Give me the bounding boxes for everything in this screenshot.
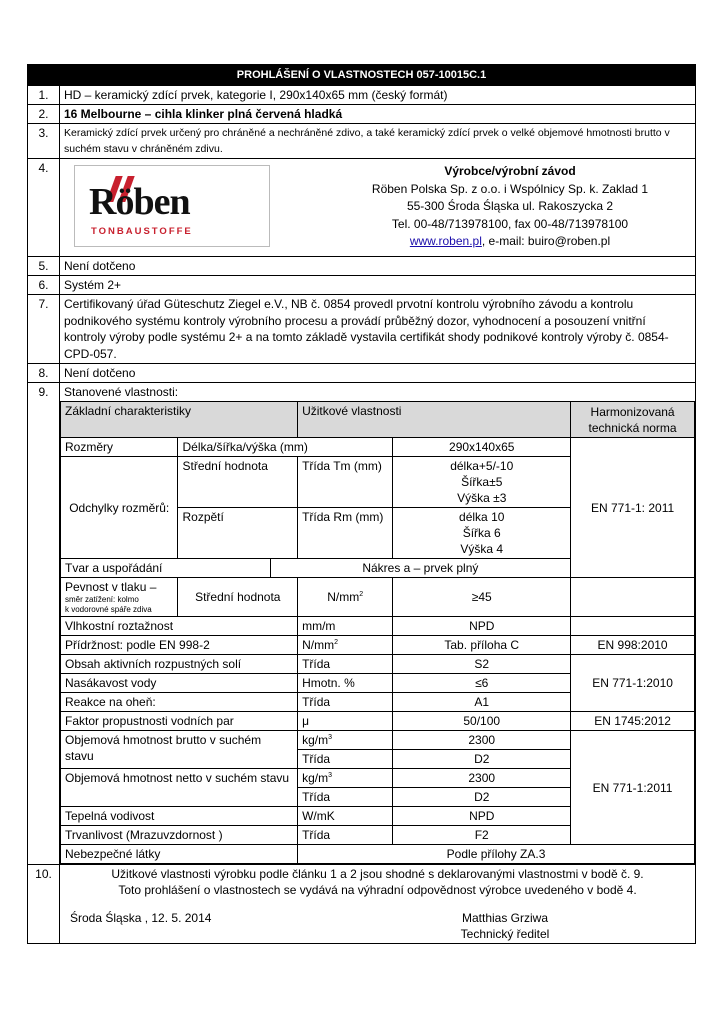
prop-unit: Třída — [298, 826, 393, 845]
place-date: Środa Śląska , 12. 5. 2014 — [70, 911, 212, 925]
prop-label: Obsah aktivních rozpustných solí — [61, 655, 298, 674]
prop-class: Třída Tm (mm) — [298, 457, 393, 508]
prop-value: D2 — [393, 750, 571, 769]
header-characteristics: Základní charakteristiky — [61, 402, 298, 438]
prop-class: Třída Rm (mm) — [298, 508, 393, 559]
prop-unit: W/mK — [298, 807, 393, 826]
value-line: délka+5/-10 — [450, 459, 514, 473]
prop-unit: μ — [298, 712, 393, 731]
prop-label — [61, 578, 178, 617]
prop-label: Odchylky rozměrů: — [61, 457, 178, 559]
prop-value: 290x140x65 — [393, 438, 571, 457]
comp-label: Pevnost v tlaku – — [65, 580, 157, 594]
notified-body: Certifikovaný úřad Güteschutz Ziegel e.V., NB č. 0854 provedl prvotní kontrolu výrobního závodu a kontrolu podnikového systému kontroly výrobního procesu a provádí průběžný dozor, vyhodnocení a posouzení vnitřní kontroly výroby podle systému 2+ a na tomto základě vystavila certifikát shody podnikové kontroly výroby č. 0854-CPD-057. — [60, 295, 696, 364]
authorised-rep: Není dotčeno — [60, 257, 696, 276]
prop-unit: Třída — [298, 655, 393, 674]
row-number: 5. — [28, 257, 60, 276]
row-number: 9. — [28, 383, 60, 865]
prop-label: Tepelná vodivost — [61, 807, 298, 826]
prop-value: D2 — [393, 788, 571, 807]
manufacturer-address: 55-300 Środa Śląska ul. Rakoszycka 2 — [406, 199, 614, 213]
value-line: Výška 4 — [460, 542, 504, 556]
signer-name: Matthias Grziwa — [461, 911, 549, 925]
prop-value: F2 — [393, 826, 571, 845]
manufacturer-phone: Tel. 00-48/713978100, fax 00-48/713978100 — [391, 216, 629, 231]
unit-text: N/mm — [327, 590, 360, 604]
prop-unit — [298, 731, 393, 750]
avcp-system: Systém 2+ — [60, 276, 696, 295]
norm-empty — [571, 617, 695, 636]
prop-value: Tab. příloha C — [393, 636, 571, 655]
norm-value: EN 771-1: 2011 — [571, 438, 695, 578]
signer-block — [405, 910, 605, 942]
performance-heading: Stanovené vlastnosti: — [64, 385, 179, 399]
prop-label: Trvanlivost (Mrazuvzdornost ) — [61, 826, 298, 845]
prop-value: Podle přílohy ZA.3 — [298, 845, 695, 864]
prop-label: Rozměry — [61, 438, 178, 457]
declaration-document — [27, 64, 696, 944]
prop-label: Přídržnost: podle EN 998-2 — [61, 636, 298, 655]
row-number: 1. — [28, 86, 60, 105]
prop-value: 2300 — [393, 731, 571, 750]
row-number: 10. — [28, 865, 60, 944]
norm-empty — [571, 578, 695, 617]
row-number: 7. — [28, 295, 60, 364]
document-title: PROHLÁŠENÍ O VLASTNOSTECH 057-10015C.1 — [28, 65, 696, 86]
norm-value: EN 771-1:2011 — [571, 731, 695, 845]
prop-sublabel: Délka/šířka/výška (mm) — [178, 438, 393, 457]
prop-unit: Třída — [298, 788, 393, 807]
prop-unit: mm/m — [298, 617, 393, 636]
manufacturer-info — [320, 163, 700, 251]
prop-value — [393, 457, 571, 508]
product-name: 16 Melbourne – cihla klinker plná červená hladká — [60, 105, 696, 124]
prop-unit: Hmotn. % — [298, 674, 393, 693]
prop-value: A1 — [393, 693, 571, 712]
prop-value: Nákres a – prvek plný — [270, 559, 571, 578]
prop-sublabel: Rozpětí — [178, 508, 298, 559]
prop-value: S2 — [393, 655, 571, 674]
declaration-line: Užitkové vlastnosti výrobku podle článku 1 a 2 jsou shodné s deklarovanými vlastnostmi v bodě č. 9. — [111, 867, 644, 881]
declared-performance — [60, 383, 696, 865]
row-number: 8. — [28, 364, 60, 383]
prop-unit: Třída — [298, 693, 393, 712]
prop-value — [393, 508, 571, 559]
comp-note: k vodorovné spáře zdiva — [65, 605, 152, 614]
prop-value: NPD — [393, 617, 571, 636]
prop-value: ≥45 — [393, 578, 571, 617]
unit-exponent: 2 — [334, 639, 338, 646]
manufacturer-contact — [320, 233, 700, 251]
email-text: , e-mail: buiro@roben.pl — [481, 234, 611, 248]
prop-unit — [298, 578, 393, 617]
comp-note: směr zatížení: kolmo — [65, 595, 139, 604]
signature-row — [64, 910, 691, 942]
prop-label: Reakce na oheň: — [61, 693, 298, 712]
logo-wordmark: Röben — [89, 181, 190, 223]
unit-exponent: 2 — [359, 591, 364, 598]
prop-sublabel: Střední hodnota — [178, 457, 298, 508]
prop-unit: Třída — [298, 750, 393, 769]
properties-table — [60, 401, 695, 864]
header-norm: Harmonizovaná technická norma — [571, 402, 695, 438]
unit-text: N/mm — [302, 638, 335, 652]
row-number: 4. — [28, 159, 60, 257]
row-number: 6. — [28, 276, 60, 295]
manufacturer-cell — [60, 159, 696, 257]
prop-label: Faktor propustnosti vodních par — [61, 712, 298, 731]
prop-value: NPD — [393, 807, 571, 826]
prop-unit — [298, 636, 393, 655]
value-line: Šířka 6 — [462, 526, 501, 540]
manufacturer-name: Röben Polska Sp. z o.o. i Wspólnicy Sp. k. Zaklad 1 — [371, 181, 649, 196]
norm-value: EN 771-1:2010 — [571, 655, 695, 712]
manufacturer-heading: Výrobce/výrobní závod — [444, 164, 576, 178]
signer-role: Technický ředitel — [460, 927, 550, 941]
intended-use: Keramický zdící prvek určený pro chráněné a nechráněné zdivo, a také keramický zdící prvek o velké objemové hmotnosti brutto v suchém stavu v chráněném zdivu. — [60, 124, 696, 159]
value-line: Výška ±3 — [457, 491, 507, 505]
declaration-table — [27, 64, 696, 944]
prop-label: Objemová hmotnost netto v suchém stavu — [61, 769, 298, 807]
unit-exponent: 3 — [328, 734, 332, 741]
norm-value: EN 1745:2012 — [571, 712, 695, 731]
prop-label: Objemová hmotnost brutto v suchém stavu — [61, 731, 298, 769]
declaration-line: Toto prohlášení o vlastnostech se vydává na výhradní odpovědnost výrobce uvedeného v bodě 4. — [118, 883, 637, 897]
unit-text: kg/m — [302, 771, 329, 785]
ete-status: Není dotčeno — [60, 364, 696, 383]
unit-exponent: 3 — [328, 772, 332, 779]
prop-value: 2300 — [393, 769, 571, 788]
prop-label: Tvar a uspořádání — [61, 559, 271, 578]
prop-value: ≤6 — [393, 674, 571, 693]
prop-unit — [298, 769, 393, 788]
prop-label: Vlhkostní roztažnost — [61, 617, 298, 636]
value-line: Šířka±5 — [461, 475, 503, 489]
prop-sublabel: Střední hodnota — [178, 578, 298, 617]
roben-logo — [74, 165, 270, 247]
product-type: HD – keramický zdící prvek, kategorie I, 290x140x65 mm (český formát) — [60, 86, 696, 105]
norm-value: EN 998:2010 — [571, 636, 695, 655]
header-performance: Užitkové vlastnosti — [298, 402, 571, 438]
prop-label: Nasákavost vody — [61, 674, 298, 693]
prop-label: Nebezpečné látky — [61, 845, 298, 864]
row-number: 3. — [28, 124, 60, 159]
website-link[interactable]: www.roben.pl — [409, 234, 482, 248]
logo-subtitle: TONBAUSTOFFE — [91, 226, 193, 237]
row-number: 2. — [28, 105, 60, 124]
value-line: délka 10 — [459, 510, 505, 524]
unit-text: kg/m — [302, 733, 329, 747]
prop-value: 50/100 — [393, 712, 571, 731]
final-declaration — [60, 865, 696, 944]
